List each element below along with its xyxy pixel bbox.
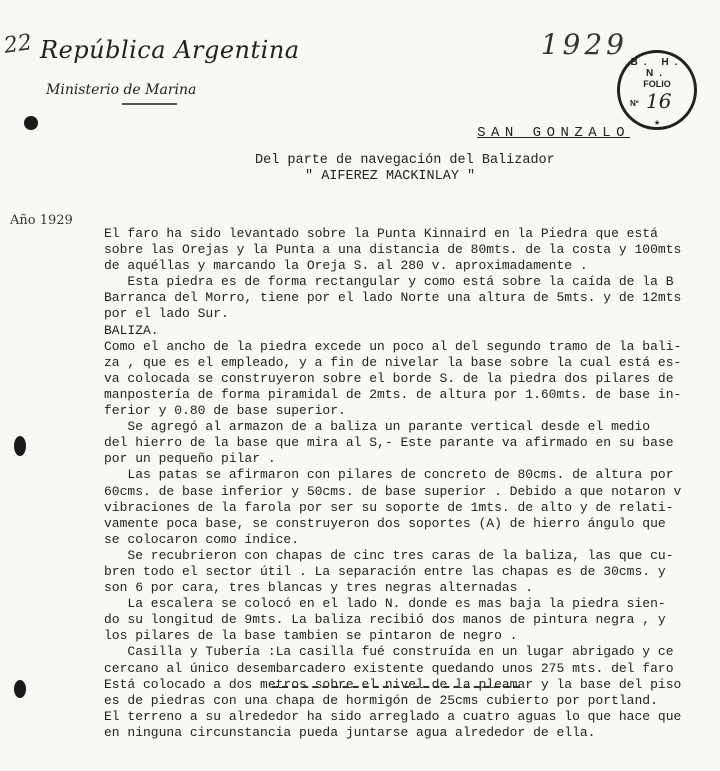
punch-hole-icon — [14, 436, 26, 456]
subtitle-line: " AIFEREZ MACKINLAY " — [305, 169, 476, 184]
body-line: Casilla y Tubería :La casilla fué construída en un lugar abrigado y ce — [104, 644, 674, 660]
handwritten-year: 1929 — [540, 28, 628, 61]
body-line: en ninguna circunstancia pueda juntarse agua alrededor de ella. — [104, 724, 596, 740]
body-line: Está colocado a dos metros sobre el nivel de la pleamar y la base del piso — [104, 676, 682, 692]
body-line: es de piedras con una chapa de hormigón de 25cms cubierto por portland. — [104, 692, 658, 708]
body-line: por el lado Sur. — [104, 306, 229, 322]
subtitle-line: Del parte de navegación del Balizador — [255, 153, 555, 168]
document-subtitle — [255, 153, 555, 185]
body-line: 60cms. de base inferior y 50cms. de base superior . Debido a que notaron v — [104, 483, 682, 499]
body-line: los pilares de la base tambien se pintaron de negro . — [104, 628, 518, 644]
body-line: por un pequeño pilar . — [104, 451, 276, 467]
stamp-star-icon: ★ — [653, 118, 661, 129]
letterhead-country: República Argentina — [40, 36, 300, 64]
body-line: son 6 por cara, tres blancas y tres negras alternadas . — [104, 580, 534, 596]
body-line: vibraciones de la farola por ser su soporte de 1mts. de alto y de relati- — [104, 499, 674, 515]
body-line: El terreno a su alrededor ha sido arreglado a cuatro aguas lo que hace que — [104, 708, 682, 724]
handwritten-page-number: 22 — [2, 30, 34, 59]
punch-hole-icon — [14, 680, 26, 698]
body-line: Barranca del Morro, tiene por el lado Norte una altura de 5mts. y de 12mts — [104, 290, 682, 306]
body-line: BALIZA. — [104, 322, 159, 338]
letterhead-divider — [122, 103, 177, 105]
body-line: El faro ha sido levantado sobre la Punta Kinnaird en la Piedra que está — [104, 226, 658, 241]
body-line: del hierro de la base que mira al S,- Este parante va afirmado en su base — [104, 435, 674, 451]
body-line: vamente poca base, se construyeron dos soportes (A) de hierro ángulo que — [104, 515, 666, 531]
margin-year: Año 1929 — [10, 213, 73, 228]
body-line: sobre las Orejas y la Punta a una distancia de 80mts. de la costa y 100mts — [104, 242, 682, 258]
body-line: za , que es el empleado, y a fin de nivelar la base sobre la cual está es- — [104, 354, 682, 370]
body-line: Como el ancho de la piedra excede un poco al del segundo tramo de la bali- — [104, 338, 682, 354]
body-line: de aquéllas y marcando la Oreja S. al 280 v. aproximadamente . — [104, 258, 588, 274]
document-title: SAN GONZALO — [477, 125, 630, 141]
document-body — [104, 226, 720, 741]
body-line: bren todo el sector útil . La separación entre las chapas es de 30cms. y — [104, 563, 666, 579]
body-line: se colocaron como índice. — [104, 531, 300, 547]
body-line: ferior y 0.80 de base superior. — [104, 403, 346, 419]
body-line: Esta piedra es de forma rectangular y como está sobre la caída de la B — [104, 274, 674, 290]
body-line: Se agregó al armazon de a baliza un parante vertical desde el medio — [104, 419, 651, 435]
body-line: Las patas se afirmaron con pilares de concreto de 80cms. de altura por — [104, 467, 674, 483]
stamp-header: B. H. N. — [630, 57, 684, 79]
body-line: va colocada se construyeron sobre el borde S. de la piedra dos pilares de — [104, 370, 674, 386]
body-line: La escalera se colocó en el lado N. donde es mas baja la piedra sien- — [104, 596, 666, 612]
stamp-number-label: Nº — [630, 99, 639, 108]
stamp-folio-label: FOLIO — [643, 79, 671, 89]
body-line: manpostería de forma piramidal de 2mts. de altura por 1.60mts. de base in- — [104, 386, 682, 402]
body-line: cercano al único desembarcadero existente quedando unos 275 mts. del faro — [104, 660, 674, 676]
body-line: Se recubrieron con chapas de cinc tres caras de la baliza, las que cu- — [104, 547, 674, 563]
letterhead-ministry: Ministerio de Marina — [46, 82, 197, 98]
closing-dash-line — [272, 686, 520, 688]
body-line: do su longitud de 9mts. La baliza recibió dos manos de pintura negra , y — [104, 612, 666, 628]
archive-stamp — [617, 50, 697, 130]
stamp-number: 16 — [646, 89, 672, 113]
